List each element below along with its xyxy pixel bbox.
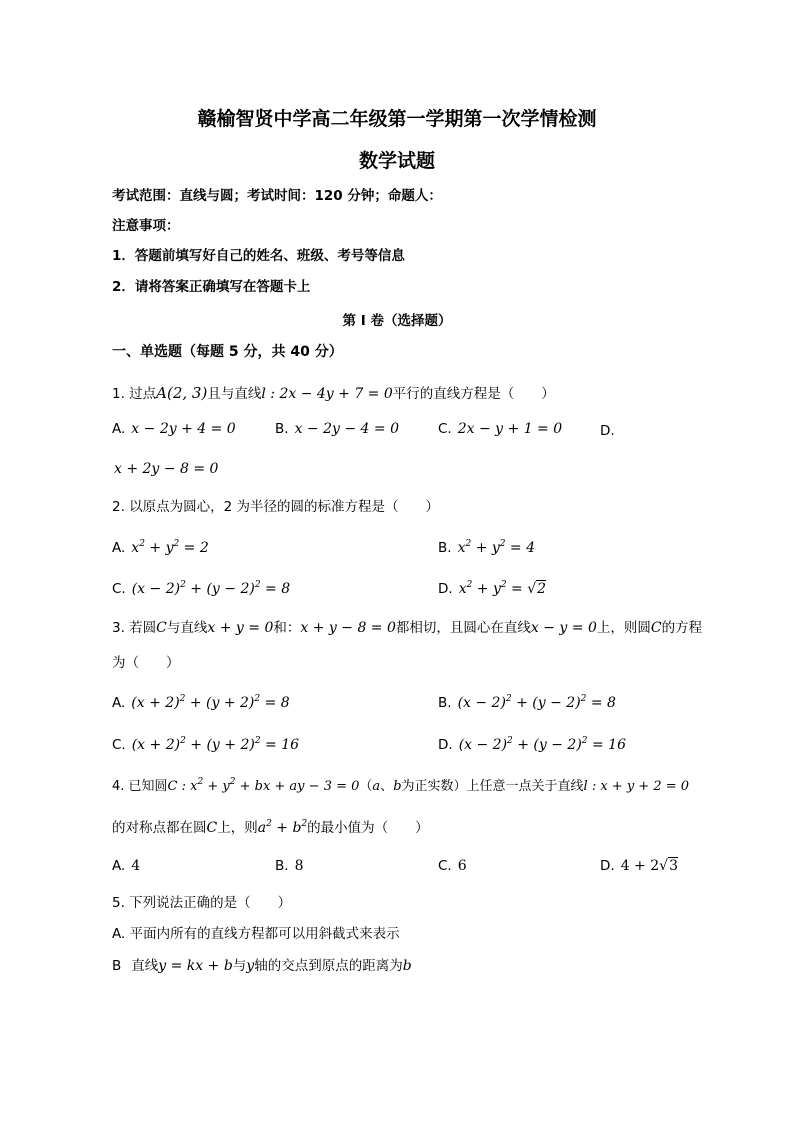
notes-heading: 注意事项： xyxy=(112,218,180,234)
question-3-stem: 3. 若圆C与直线x + y = 0和：x + y − 8 = 0都相切，且圆心在直线x − y = 0上，则圆C的方程 xyxy=(112,620,703,636)
q5-option-a[interactable]: A. 平面内所有的直线方程都可以用斜截式来表示 xyxy=(112,926,400,942)
q2-option-d[interactable]: D. $x^2 + y^2 = √2$ xyxy=(438,580,547,597)
q1-option-d[interactable]: x + 2y − 8 = 0 xyxy=(114,461,219,477)
q2-option-c[interactable]: C. $(x - 2)^2 + (y - 2)^2 = 8$ xyxy=(112,580,291,597)
note-2: 2．请将答案正确填写在答题卡上 xyxy=(112,279,311,295)
note-1: 1．答题前填写好自己的姓名、班级、考号等信息 xyxy=(112,248,405,264)
question-2-stem: 2. 以原点为圆心，2 为半径的圆的标准方程是（ ） xyxy=(112,499,440,515)
question-1-stem: 1. 过点A(2, 3)且与直线l : 2x − 4y + 7 = 0平行的直线方程是（ ） xyxy=(112,384,555,402)
q3-option-c[interactable]: C. $(x + 2)^2 + (y + 2)^2 = 16$ xyxy=(112,736,300,753)
q2-option-b[interactable]: B. $x^2 + y^2 = 4$ xyxy=(438,539,536,556)
part-title: 第 I 卷（选择题） xyxy=(342,313,452,329)
q1-option-c[interactable]: C. 2x − y + 1 = 0 xyxy=(438,421,563,437)
q1-option-a[interactable]: A. x − 2y + 4 = 0 xyxy=(112,421,236,437)
section-heading: 一、单选题（每题 5 分，共 40 分） xyxy=(112,344,343,360)
q4-option-a[interactable]: A. 4 xyxy=(112,858,141,874)
question-4-stem: 4. 已知圆C : $x^2 + y^2$ + bx + ay − 3 = 0（a、b为正实数）上任意一点关于直线l : x + y + 2 = 0 xyxy=(112,777,690,794)
exam-info: 考试范围：直线与圆；考试时间：120 分钟；命题人： xyxy=(112,188,442,204)
q4-option-d[interactable]: D. 4 + 2√3 xyxy=(600,858,678,874)
q4-option-c[interactable]: C. 6 xyxy=(438,858,467,874)
q2-option-a[interactable]: A. $x^2 + y^2 = 2$ xyxy=(112,539,209,556)
q5-option-b[interactable]: B 直线y = kx + b与y轴的交点到原点的距离为b xyxy=(112,958,412,974)
q1-option-b[interactable]: B. x − 2y − 4 = 0 xyxy=(275,421,399,437)
exam-title: 赣榆智贤中学高二年级第一学期第一次学情检测 xyxy=(197,108,597,130)
q1-option-d-label[interactable]: D. xyxy=(600,423,615,439)
question-5-stem: 5. 下列说法正确的是（ ） xyxy=(112,895,292,911)
math-line-l: l : 2x − 4y + 7 = 0 xyxy=(261,386,393,402)
question-3-stem-cont: 为（ ） xyxy=(112,655,180,671)
exam-subtitle: 数学试题 xyxy=(358,150,435,172)
q4-option-b[interactable]: B. 8 xyxy=(275,858,304,874)
q3-option-b[interactable]: B. $(x - 2)^2 + (y - 2)^2 = 8$ xyxy=(438,694,616,711)
q3-option-d[interactable]: D. $(x - 2)^2 + (y - 2)^2 = 16$ xyxy=(438,736,626,753)
q3-option-a[interactable]: A. $(x + 2)^2 + (y + 2)^2 = 8$ xyxy=(112,694,290,711)
question-4-stem-cont: 的对称点都在圆C上，则$a^2 + b^2$的最小值为（ ） xyxy=(112,819,429,836)
math-point-a: A(2, 3) xyxy=(156,384,208,402)
